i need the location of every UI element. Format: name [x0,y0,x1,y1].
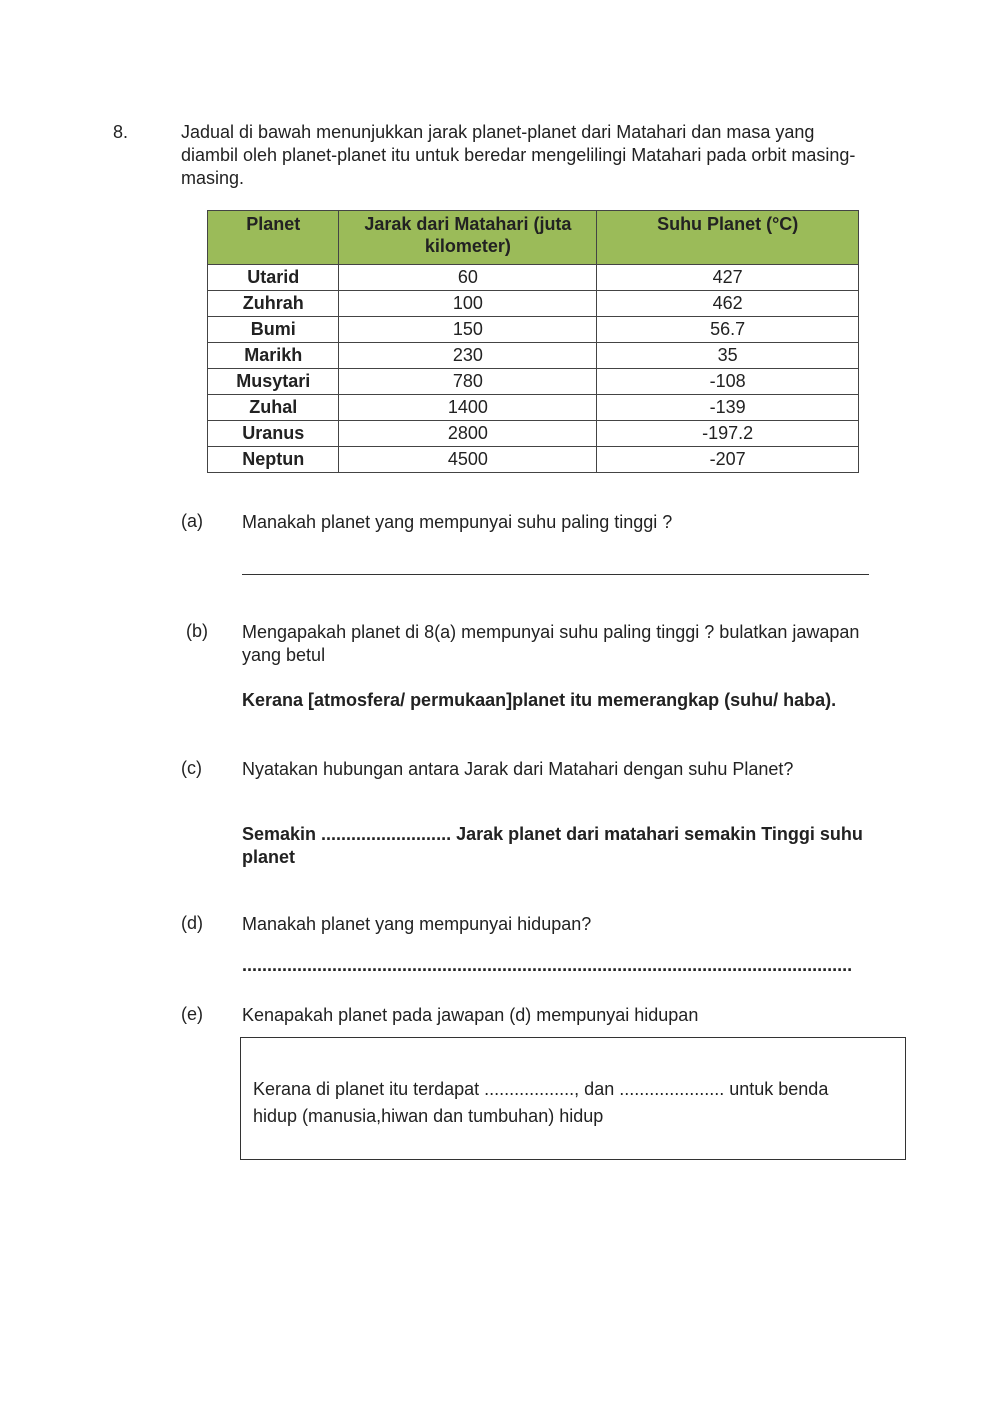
planet-name: Bumi [208,317,339,343]
planet-distance: 1400 [339,395,597,421]
planet-temperature: -207 [597,447,859,473]
planet-table [207,210,859,473]
question-number: 8. [113,122,129,142]
part-c-answer: Semakin .......................... Jarak planet dari matahari semakin Tinggi suhu planet [242,824,863,867]
planet-name: Musytari [208,369,339,395]
header-temperature: Suhu Planet (°C) [597,211,859,265]
part-e-answer-box [240,1037,906,1160]
planet-temperature: 462 [597,291,859,317]
planet-name: Utarid [208,265,339,291]
planet-temperature: 56.7 [597,317,859,343]
part-c-question: Nyatakan hubungan antara Jarak dari Matahari dengan suhu Planet? [242,759,794,779]
part-e-label: (e) [181,1004,203,1024]
planet-name: Neptun [208,447,339,473]
planet-temperature: -108 [597,369,859,395]
planet-name: Uranus [208,421,339,447]
table-row [208,421,859,447]
header-distance: Jarak dari Matahari (juta kilometer) [339,211,597,265]
planet-name: Zuhal [208,395,339,421]
part-d-label: (d) [181,913,203,933]
table-row [208,395,859,421]
table-row [208,265,859,291]
part-d-answer-dots[interactable]: .......................................................................................................................... [242,955,853,975]
part-d-question: Manakah planet yang mempunyai hidupan? [242,914,592,934]
part-c-label: (c) [181,758,202,778]
header-planet: Planet [208,211,339,265]
part-b-label: (b) [186,621,208,641]
planet-temperature: 35 [597,343,859,369]
planet-temperature: -139 [597,395,859,421]
planet-distance: 60 [339,265,597,291]
planet-temperature: 427 [597,265,859,291]
part-e-box-text: Kerana di planet itu terdapat .................., dan ..................... untuk benda hidup (manusia,hiwan dan tumbuhan) hidup [253,1079,829,1126]
table-row [208,369,859,395]
planet-name: Zuhrah [208,291,339,317]
planet-distance: 230 [339,343,597,369]
table-row [208,447,859,473]
table-row [208,317,859,343]
table-row [208,343,859,369]
part-b-answer: Kerana [atmosfera/ permukaan]planet itu memerangkap (suhu/ haba). [242,690,837,710]
part-b-question: Mengapakah planet di 8(a) mempunyai suhu paling tinggi ? bulatkan jawapan yang betul [242,622,860,665]
planet-name: Marikh [208,343,339,369]
planet-temperature: -197.2 [597,421,859,447]
part-e-question: Kenapakah planet pada jawapan (d) mempunyai hidupan [242,1005,699,1025]
planet-distance: 100 [339,291,597,317]
part-a-label: (a) [181,511,203,531]
planet-distance: 4500 [339,447,597,473]
part-a-answer-line[interactable] [242,574,869,575]
question-intro: Jadual di bawah menunjukkan jarak planet-planet dari Matahari dan masa yang diambil oleh planet-planet itu untuk beredar mengelilingi Matahari pada orbit masing-masing. [181,122,856,188]
table-row [208,291,859,317]
planet-distance: 150 [339,317,597,343]
planet-distance: 780 [339,369,597,395]
part-a-question: Manakah planet yang mempunyai suhu paling tinggi ? [242,512,673,532]
planet-distance: 2800 [339,421,597,447]
